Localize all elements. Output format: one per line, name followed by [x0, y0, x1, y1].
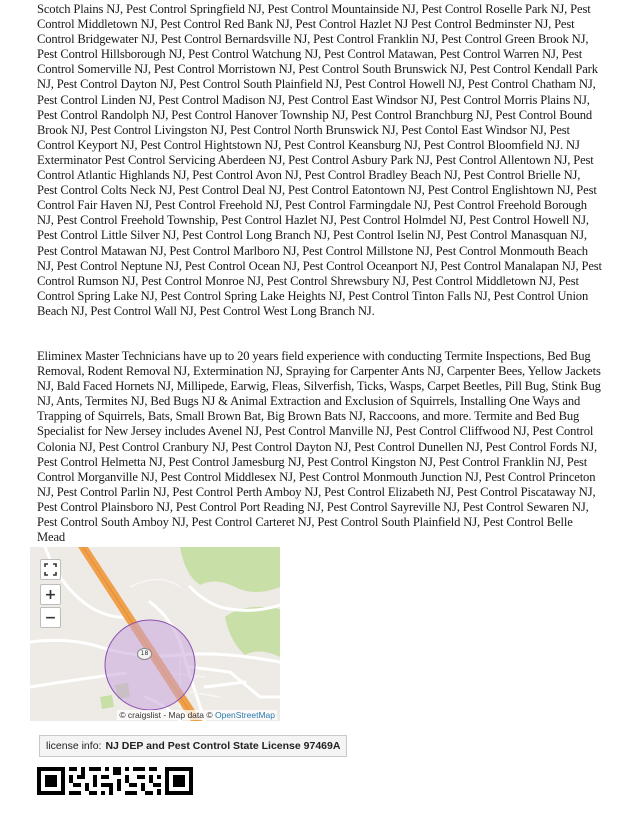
fullscreen-button[interactable] [40, 559, 61, 580]
location-map[interactable] [30, 547, 280, 721]
route-shield: 18 [137, 648, 152, 660]
paragraph-services: Eliminex Master Technicians have up to 20 years field experience with conducting Termite Inspections, Bed Bug Removal, Rodent Removal NJ, Extermination NJ, Spraying for Carpenter Ants NJ, Carpenter Bees, Yellow Jackets NJ, Bald Faced Hornets NJ, Millipede, Earwig, Fleas, Silverfish, Ticks, Wasps, Carpet Beetles, Pill Bug, Stink Bug NJ, Ants, Termites NJ, Bed Bugs NJ & Animal Extraction and Exclusion of Squirrels, Installing One Ways and Trapping of Squirrels, Bats, Small Brown Bat, Big Brown Bats NJ, Raccoons, and more. Termite and Bed Bug Specialist for New Jersey includes Avenel NJ, Pest Control Manville NJ, Pest Control Cliffwood NJ, Pest Control Colonia NJ, Pest Control Cranbury NJ, Pest Control Dayton NJ, Pest Control Dunellen NJ, Pest Control Fords NJ, Pest Control Helmetta NJ, Pest Control Jamesburg NJ, Pest Control Kingston NJ, Pest Control Franklin NJ, Pest Control Morganville NJ, Pest Control Middlesex NJ, Pest Control Monmouth Junction NJ, Pest Control Princeton NJ, Pest Control Parlin NJ, Pest Control Perth Amboy NJ, Pest Control Elizabeth NJ, Pest Control Piscataway NJ, Pest Control Plainsboro NJ, Pest Control Port Reading NJ, Pest Control Sayreville NJ, Pest Control Sewaren NJ, Pest Control South Amboy NJ, Pest Control Carteret NJ, Pest Control South Plainfield NJ, Pest Control Belle Mead [37, 349, 601, 545]
zoom-in-button[interactable]: + [40, 584, 61, 605]
qr-code-icon [37, 767, 193, 795]
map-attribution [117, 710, 277, 720]
paragraph-service-areas: Scotch Plains NJ, Pest Control Springfield NJ, Pest Control Mountainside NJ, Pest Control Roselle Park NJ, Pest Control Middletown NJ, Pest Control Red Bank NJ, Pest Control Hazlet NJ Pest Control Bedminster NJ, Pest Control Bridgewater NJ, Pest Control Bernardsville NJ, Pest Control Franklin NJ, Pest Control Green Brook NJ, Pest Control Hillsborough NJ, Pest Control Watchung NJ, Pest Control Matawan, Pest Control Warren NJ, Pest Control Somerville NJ, Pest Control Morristown NJ, Pest Control South Brunswick NJ, Pest Control Kendall Park NJ, Pest Control Dayton NJ, Pest Control South Plainfield NJ, Pest Control Howell NJ, Pest Control Chatham NJ, Pest Control Linden NJ, Pest Control Madison NJ, Pest Control East Windsor NJ, Pest Control Morris Plains NJ, Pest Control Randolph NJ, Pest Control Hanover Township NJ, Pest Control Branchburg NJ, Pest Control Bound Brook NJ, Pest Control Livingston NJ, Pest Control North Brunswick NJ, Pest Contol East Windsor NJ, Pest Control Keyport NJ, Pest Control Hightstown NJ, Pest Control Keansburg NJ, Pest Control Bloomfield NJ. NJ Exterminator Pest Control Servicing Aberdeen NJ, Pest Control Asbury Park NJ, Pest Control Allentown NJ, Pest Control Atlantic Highlands NJ, Pest Control Avon NJ, Pest Control Bradley Beach NJ, Pest Control Brielle NJ, Pest Control Colts Neck NJ, Pest Control Deal NJ, Pest Control Eatontown NJ, Pest Control Englishtown NJ, Pest Control Fair Haven NJ, Pest Control Freehold NJ, Pest Control Farmingdale NJ, Pest Control Freehold Borough NJ, Pest Control Freehold Township, Pest Control Hazlet NJ, Pest Control Holmdel NJ, Pest Control Howell NJ, Pest Control Little Silver NJ, Pest Control Long Branch NJ, Pest Control Iselin NJ, Pest Control Manasquan NJ, Pest Control Matawan NJ, Pest Control Marlboro NJ, Pest Control Millstone NJ, Pest Control Monmouth Beach NJ, Pest Control Neptune NJ, Pest Control Ocean NJ, Pest Control Oceanport NJ, Pest Control Manalapan NJ, Pest Control Rumson NJ, Pest Control Monroe NJ, Pest Control Shrewsbury NJ, Pest Control Middletown NJ, Pest Control Spring Lake NJ, Pest Control Spring Lake Heights NJ, Pest Control Tinton Falls NJ, Pest Control Union Beach NJ, Pest Control Wall NJ, Pest Control West Long Branch NJ. [37, 2, 602, 318]
zoom-out-button[interactable]: − [40, 607, 61, 628]
attribution-text: © craigslist - Map data © [119, 710, 215, 720]
license-label: license info: [46, 740, 102, 752]
license-value: NJ DEP and Pest Control State License 97469A [105, 740, 341, 752]
openstreetmap-link[interactable]: OpenStreetMap [214, 710, 275, 720]
fullscreen-icon [44, 563, 57, 576]
license-info-box [39, 735, 347, 757]
map-tiles [30, 547, 280, 721]
